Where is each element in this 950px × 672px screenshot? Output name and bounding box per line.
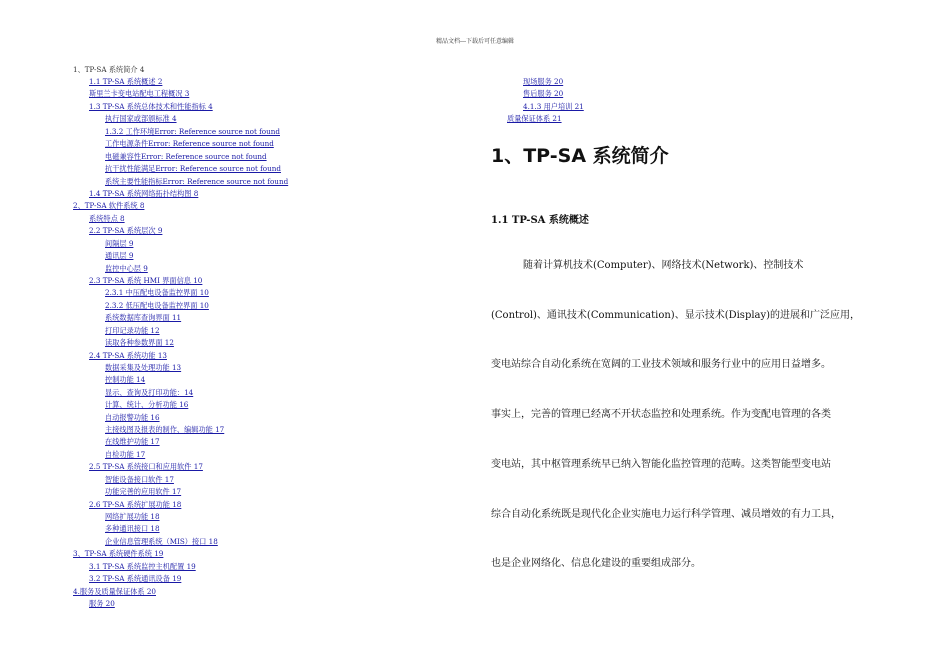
toc-entry[interactable]: 间隔层 9 <box>105 239 134 248</box>
toc-entry[interactable]: 系统特点 8 <box>89 214 125 223</box>
toc-entry[interactable]: 显示、查询及打印功能：14 <box>105 388 194 397</box>
page-header: 精品文档---下载后可任意编辑 <box>435 38 515 45</box>
toc-entry[interactable]: 1、TP-SA 系统简介 4 <box>73 65 145 74</box>
toc-entry[interactable]: 电磁兼容性Error: Reference source not found <box>105 152 267 161</box>
toc-entry[interactable]: 1.3.2 工作环境Error: Reference source not found <box>105 127 280 136</box>
toc-entry[interactable]: 4.服务及质量保证体系 20 <box>73 587 156 596</box>
toc-entry[interactable]: 1.1 TP-SA 系统概述 2 <box>89 77 163 86</box>
toc-entry[interactable]: 2、TP-SA 软件系统 8 <box>73 201 145 210</box>
toc-entry[interactable]: 抗干扰性能满足Error: Reference source not found <box>105 164 281 173</box>
toc-entry[interactable]: 监控中心层 9 <box>105 264 148 273</box>
body-paragraph-line: 随着计算机技术(Computer)、网络技术(Network)、控制技术 <box>523 260 804 271</box>
body-paragraph-line: 综合自动化系统既是现代化企业实施电力运行科学管理、减员增效的有力工具， <box>491 509 841 520</box>
toc-entry[interactable]: 2.3.2 低压配电设备监控界面 10 <box>105 301 209 310</box>
toc-entry[interactable]: 系统数据库查询界面 11 <box>105 313 182 322</box>
toc-entry[interactable]: 3、TP-SA 系统硬件系统 19 <box>73 549 164 558</box>
toc-entry[interactable]: 自检功能 17 <box>105 450 146 459</box>
section-title: 1、TP-SA 系统简介 <box>491 145 669 167</box>
toc-entry[interactable]: 售后服务 20 <box>523 89 564 98</box>
toc-entry[interactable]: 2.3 TP-SA 系统 HMI 界面信息 10 <box>89 276 203 285</box>
body-paragraph-line: 也是企业网络化、信息化建设的重要组成部分。 <box>491 558 701 569</box>
section-subtitle: 1.1 TP-SA 系统概述 <box>491 215 589 226</box>
toc-entry[interactable]: 系统主要性能指标Error: Reference source not found <box>105 177 289 186</box>
toc-entry[interactable]: 多种通讯接口 18 <box>105 524 160 533</box>
toc-entry[interactable]: 自动报警功能 16 <box>105 413 160 422</box>
toc-entry[interactable]: 2.4 TP-SA 系统功能 13 <box>89 351 167 360</box>
toc-entry[interactable]: 读取各种参数界面 12 <box>105 338 174 347</box>
toc-entry[interactable]: 数据采集及处理功能 13 <box>105 363 182 372</box>
toc-entry[interactable]: 工作电源条件Error: Reference source not found <box>105 139 274 148</box>
body-paragraph-line: 变电站综合自动化系统在宽阔的工业技术领域和服务行业中的应用日益增多。 <box>491 359 831 370</box>
toc-entry[interactable]: 2.2 TP-SA 系统层次 9 <box>89 226 163 235</box>
toc-entry[interactable]: 服务 20 <box>89 599 115 608</box>
toc-entry[interactable]: 企业信息管理系统（MIS）接口 18 <box>105 537 218 546</box>
toc-entry[interactable]: 2.5 TP-SA 系统接口和应用软件 17 <box>89 462 203 471</box>
body-paragraph-line: 变电站，其中枢管理系统早已纳入智能化监控管理的范畴。这类智能型变电站 <box>491 459 831 470</box>
toc-entry[interactable]: 智能设备接口软件 17 <box>105 475 174 484</box>
body-paragraph-line: (Control)、通讯技术(Communication)、显示技术(Display)的进展和广泛应用， <box>491 310 861 321</box>
toc-entry[interactable]: 质量保证体系 21 <box>507 114 562 123</box>
toc-entry[interactable]: 1.3 TP-SA 系统总体技术和性能指标 4 <box>89 102 213 111</box>
toc-entry[interactable]: 控制功能 14 <box>105 375 146 384</box>
toc-entry[interactable]: 1.4 TP-SA 系统网络拓扑结构图 8 <box>89 189 199 198</box>
toc-entry[interactable]: 2.3.1 中压配电设备监控界面 10 <box>105 288 209 297</box>
toc-entry[interactable]: 3.1 TP-SA 系统监控主机配置 19 <box>89 562 196 571</box>
toc-entry[interactable]: 现场服务 20 <box>523 77 564 86</box>
toc-entry[interactable]: 打印记录功能 12 <box>105 326 160 335</box>
toc-entry[interactable]: 2.6 TP-SA 系统扩展功能 18 <box>89 500 182 509</box>
toc-entry[interactable]: 3.2 TP-SA 系统通讯设备 19 <box>89 574 182 583</box>
toc-entry[interactable]: 斯里兰卡变电站配电工程概况 3 <box>89 89 190 98</box>
toc-entry[interactable]: 网络扩展功能 18 <box>105 512 160 521</box>
toc-entry[interactable]: 在线维护功能 17 <box>105 437 160 446</box>
toc-entry[interactable]: 通讯层 9 <box>105 251 134 260</box>
toc-entry[interactable]: 4.1.3 用户培训 21 <box>523 102 584 111</box>
toc-entry[interactable]: 计算、统计、分析功能 16 <box>105 400 189 409</box>
body-paragraph-line: 事实上，完善的管理已经离不开状态监控和处理系统。作为变配电管理的各类 <box>491 409 831 420</box>
toc-entry[interactable]: 主接线图及报表的制作、编辑功能 17 <box>105 425 225 434</box>
toc-entry[interactable]: 执行国家或部颁标准 4 <box>105 114 177 123</box>
toc-entry[interactable]: 功能完善的应用软件 17 <box>105 487 182 496</box>
